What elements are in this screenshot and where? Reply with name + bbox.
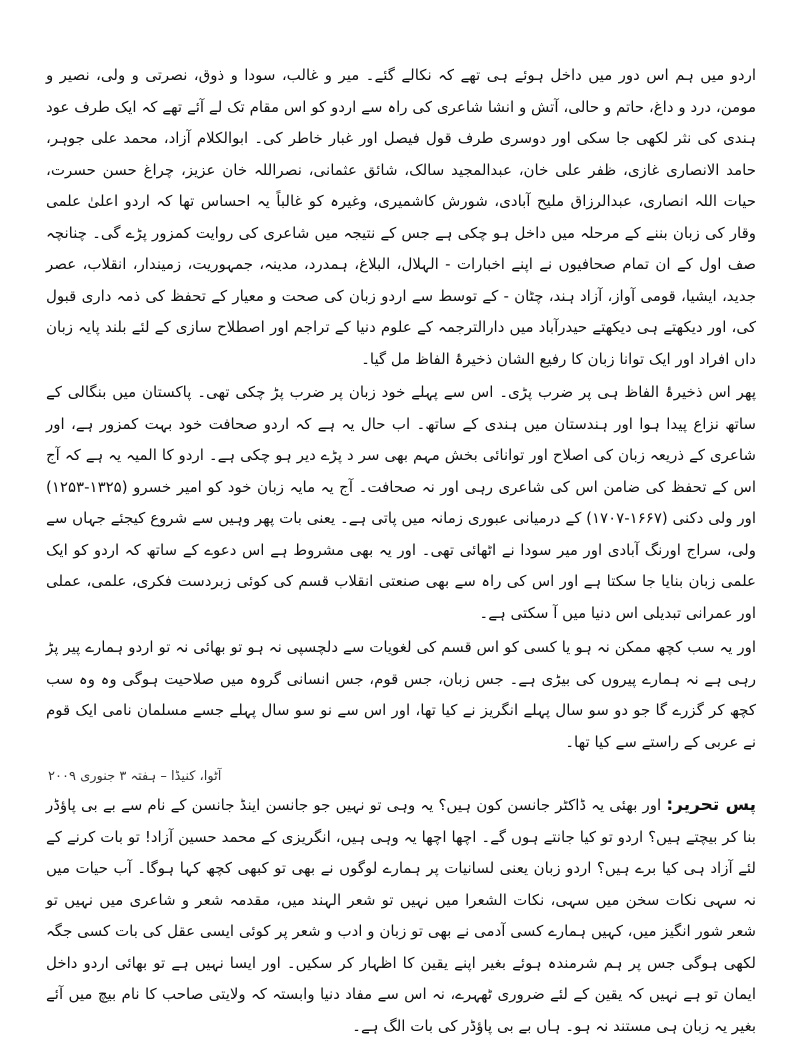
dateline: آٹوا، کنیڈا – ہفتہ ۳ جنوری ۲۰۰۹ [48, 769, 222, 784]
paragraph-2: پھر اس ذخیرۂ الفاظ ہی پر ضرب پڑی۔ اس سے پہلے خود زبان پر ضرب پڑ چکی تھی۔ پاکستان میں بنگالی کے ساتھ نزاع پیدا ہوا اور ہندستان میں ہندی کے ساتھ۔ اب حال یہ ہے کہ اردو صحافت خود بہت کمزور ہے، اور شاعری کے ذریعہ زبان کی اصلاح اور توانائی بخش مہم بھی سر د پڑے دیر ہو چکی ہے۔ اردو کا المیہ یہ ہے کہ آج اس کے تحفظ کی ضامن اس کی شاعری رہی اور نہ صحافت۔ آج یہ مایہ زبان خود کو امیر خسرو (۱۳۲۵-۱۲۵۳) اور ولی دکنی (۱۶۶۷-۱۷۰۷) کے درمیانی عبوری زمانہ میں پاتی ہے۔ یعنی بات پھر وہیں سے شروع کیجئے جہاں سے ولی، سراج اورنگ آبادی اور میر سودا نے اٹھائی تھی۔ اور یہ بھی مشروط ہے اس دعوے کے ساتھ کہ اردو کو ایک علمی زبان بنایا جا سکتا ہے اور اس کی راہ سے بھی صنعتی انقلاب قسم کی کوئی زبردست فکری، علمی، عملی اور عمرانی تبدیلی اس دنیا میں آ سکتی ہے۔ [46, 383, 756, 622]
article-page [46, 60, 756, 1042]
postscript [46, 790, 756, 1042]
paragraph-1: اردو میں ہم اس دور میں داخل ہوئے ہی تھے کہ نکالے گئے۔ میر و غالب، سودا و ذوق، نصرتی و ولی، نصیر و مومن، درد و داغ، حاتم و حالی، آتش و انشا شاعری کی راہ سے اردو کو اس مقام تک لے آئے تھے کہ ایک طرف عود ہندی کی نثر لکھی جا سکی اور دوسری طرف قول فیصل اور غبار خاطر کی۔ ابوالکلام آزاد، محمد علی جوہر، حامد الانصاری غازی، ظفر علی خان، عبدالمجید سالک، شائق عثمانی، نصراللہ خان عزیز، چراغ حسن حسرت، حیات اللہ انصاری، عبدالرزاق ملیح آبادی، شورش کاشمیری، وغیرہ کو غالباً یہ احساس تھا کہ اردو اعلیٰ علمی وقار کی زبان بننے کے مرحلہ میں داخل ہو چکی ہے جس کے نتیجہ میں شاعری کی روایت کمزور پڑے گی۔ چنانچہ صف اول کے ان تمام صحافیوں نے اپنے اخبارات - الہلال، البلاغ، ہمدرد، مدینہ، جمہوریت، زمیندار، انقلاب، عصر جدید، ایشیا، قومی آواز، آزاد ہند، چٹان - کے توسط سے اردو زبان کی صحت و معیار کے تحفظ کی ذمہ داری قبول کی، اور دیکھتے ہی دیکھتے حیدرآباد میں دارالترجمہ کے علوم دنیا کے تراجم اور اصطلاح سازی کے لئے بلند پایہ زبان داں افراد اور ایک توانا زبان کا رفیع الشان ذخیرۂ الفاظ مل گیا۔ [46, 66, 756, 368]
postscript-text: اور بھئی یہ ڈاکٹر جانسن کون ہیں؟ یہ وہی تو نہیں جو جانسن اینڈ جانسن کے نام سے بے بی پاؤڈر بنا کر بیچتے ہیں؟ اردو تو کیا جانتے ہوں گے۔ اچھا اچھا یہ وہی ہیں، انگریزی کے محمد حسین آزاد! تو بات کرنے کے لئے آزاد ہی کیا برے ہیں؟ اردو زبان یعنی لسانیات پر ہمارے لوگوں نے بھی تو کبھی کچھ کہا ہوگا۔ آب حیات میں نہ سہی نکات سخن میں سہی، نکات الشعرا میں نہیں تو شعر الہند میں، مقدمہ شعر و شاعری میں نہیں تو شعر شور انگیز میں، کہیں ہمارے کسی آدمی نے بھی تو زبان و ادب و شعر پر کوئی ایسی عقل کی بات کسی جگہ لکھی ہوگی جس پر ہم شرمندہ ہوئے بغیر اپنے یقین کا اظہار کر سکیں۔ اور ایسا نہیں ہے تو بھائی اردو داخل ایمان تو ہے نہیں کہ یقین کے لئے ضروری ٹھہرے، نہ اس سے مفاد دنیا وابستہ کہ ولایتی صاحب کا نام بیچ میں آئے بغیر یہ زبان ہی مستند نہ ہو۔ ہاں بے بی پاؤڈر کی بات الگ ہے۔ [46, 796, 756, 1035]
postscript-label: پس تحریر: [666, 795, 756, 815]
paragraph-3: اور یہ سب کچھ ممکن نہ ہو یا کسی کو اس قسم کی لغویات سے دلچسپی نہ ہو تو بھائی نہ تو اردو ہمارے پیر پڑ رہی ہے نہ ہمارے پیروں کی بیڑی ہے۔ جس زبان، جس قوم، جس انسانی گروہ میں صلاحیت ہوگی وہ وہ سب کچھ کر گزرے گا جو دو سو سال پہلے انگریز نے کیا تھا، اور اس سے نو سو سال پہلے جسے مسلمان نامی ایک قوم نے عربی کے راستے سے کیا تھا۔ [46, 638, 756, 751]
